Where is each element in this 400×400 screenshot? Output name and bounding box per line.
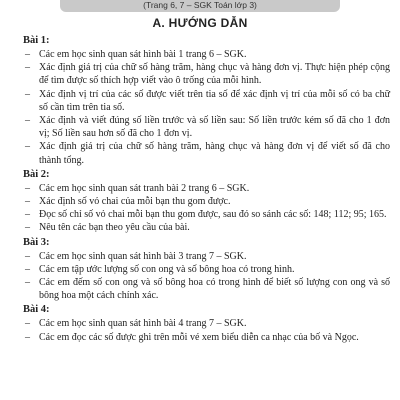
lesson-4 bbox=[23, 303, 390, 343]
instruction-text: Xác định số vỏ chai của mỗi bạn thu gom được. bbox=[39, 196, 231, 208]
instruction-item: – Xác định và viết đúng số liền trước và số liền sau: Số liền trước kém số đã cho 1 đơn vị; Số liền sau hơn số đã cho 1 đơn vị. bbox=[25, 115, 390, 140]
instruction-item: – Các em học sinh quan sát hình bài 1 trang 6 – SGK. bbox=[25, 49, 247, 60]
instruction-text: Các em học sinh quan sát tranh bài 2 trang 6 – SGK. bbox=[39, 182, 250, 194]
instruction-item: – Các em học sinh quan sát hình bài 3 trang 7 – SGK. bbox=[25, 250, 247, 262]
instruction-text: Các em đọc các số được ghi trên mỗi vé xem biểu diễn ca nhạc của bố và Ngọc. bbox=[39, 331, 359, 343]
lesson-1 bbox=[23, 34, 390, 167]
instruction-text: Các em học sinh quan sát hình bài 1 trang 6 – SGK. bbox=[39, 49, 247, 60]
instruction-list bbox=[23, 317, 390, 343]
instruction-text: Xác định và viết đúng số liền trước và số liền sau: Số liền trước kém số đã cho 1 đơn vị; Số liền sau hơn số đã cho 1 đơn vị. bbox=[39, 115, 390, 140]
lesson-title: Bài 3: bbox=[23, 236, 50, 248]
instruction-item: – Nêu tên các bạn theo yêu cầu của bài. bbox=[25, 222, 190, 234]
section-heading: A. HƯỚNG DẪN bbox=[152, 16, 248, 30]
lesson-title: Bài 2: bbox=[23, 168, 50, 180]
lesson-content bbox=[23, 34, 390, 345]
instruction-item: – Các em tập ước lượng số con ong và số bông hoa có trong hình. bbox=[25, 263, 295, 275]
instruction-text: Các em tập ước lượng số con ong và số bông hoa có trong hình. bbox=[39, 263, 295, 275]
lesson-title: Bài 1: bbox=[23, 35, 50, 46]
instruction-item: – Xác định vị trí của các số được viết trên tia số để xác định vị trí của mỗi số có ba chữ số cần tìm trên tia số. bbox=[25, 88, 390, 113]
instruction-item: – Các em đếm số con ong và số bông hoa có trong hình để biết số lượng con ong và số bông hoa một cách chính xác. bbox=[25, 277, 390, 302]
instruction-item: – Xác định số vỏ chai của mỗi bạn thu gom được. bbox=[25, 196, 231, 208]
instruction-list bbox=[23, 48, 390, 167]
instruction-text: Các em đếm số con ong và số bông hoa có trong hình để biết số lượng con ong và số bông hoa một cách chính xác. bbox=[39, 277, 390, 302]
instruction-item: – Các em học sinh quan sát hình bài 4 trang 7 – SGK. bbox=[25, 318, 247, 330]
instruction-text: Xác định giá trị của chữ số hàng trăm, hàng chục và hàng đơn vị. Thực hiện phép cộng để tìm được số thích hợp viết vào ô trống của mỗi hình. bbox=[39, 62, 390, 87]
instruction-item: – Các em đọc các số được ghi trên mỗi vé xem biểu diễn ca nhạc của bố và Ngọc. bbox=[25, 331, 359, 343]
lesson-3 bbox=[23, 236, 390, 303]
instruction-item: – Xác định giá trị của chữ số hàng trăm, hàng chục và hàng đơn vị. Thực hiện phép cộng để tìm được số thích hợp viết vào ô trống của mỗi hình. bbox=[25, 62, 390, 87]
instruction-text: Các em học sinh quan sát hình bài 3 trang 7 – SGK. bbox=[39, 250, 247, 262]
instruction-text: Các em học sinh quan sát hình bài 4 trang 7 – SGK. bbox=[39, 318, 247, 330]
instruction-text: Xác định giá trị của chữ số hàng trăm, hàng chục và hàng đơn vị để viết số đã cho thành tổng. bbox=[39, 141, 390, 166]
instruction-item: – Xác định giá trị của chữ số hàng trăm, hàng chục và hàng đơn vị để viết số đã cho thành tổng. bbox=[25, 141, 390, 166]
instruction-item: – Các em học sinh quan sát tranh bài 2 trang 6 – SGK. bbox=[25, 182, 250, 194]
instruction-text: Nêu tên các bạn theo yêu cầu của bài. bbox=[39, 222, 190, 234]
lesson-2 bbox=[23, 168, 390, 235]
page-reference-banner: (Trang 6, 7 – SGK Toán lớp 3) bbox=[60, 0, 340, 12]
lesson-title: Bài 4: bbox=[23, 304, 50, 316]
instruction-item: – Đọc số chỉ số vỏ chai mỗi bạn thu gom được, sau đó so sánh các số: 148; 112; 95; 165. bbox=[25, 209, 387, 221]
instruction-list bbox=[23, 250, 390, 303]
instruction-list bbox=[23, 182, 390, 235]
instruction-text: Đọc số chỉ số vỏ chai mỗi bạn thu gom được, sau đó so sánh các số: 148; 112; 95; 165. bbox=[39, 209, 387, 221]
instruction-text: Xác định vị trí của các số được viết trên tia số để xác định vị trí của mỗi số có ba chữ số cần tìm trên tia số. bbox=[39, 88, 390, 113]
